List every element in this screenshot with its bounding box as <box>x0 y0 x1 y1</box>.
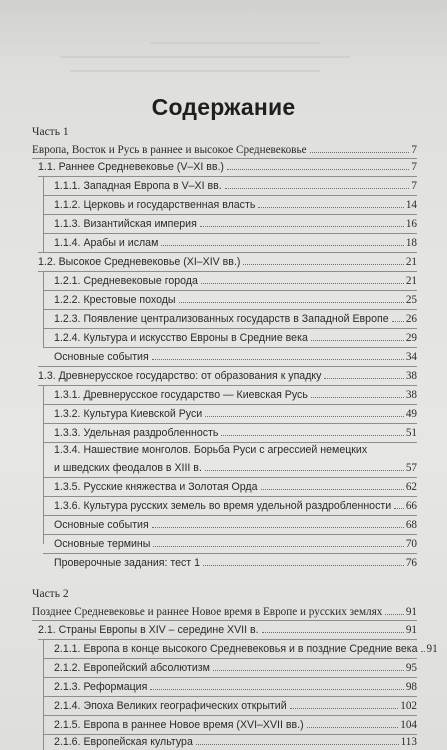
entry-text: 2.1.6. Европейская культура <box>54 736 193 748</box>
toc-entry-1-3-4-line1[interactable]: 1.3.4. Нашествие монголов. Борьба Руси с агрессией немецких <box>54 444 368 456</box>
toc-entry-1-3-4[interactable] <box>54 460 417 476</box>
toc-entry-1-1-3[interactable] <box>54 216 417 232</box>
part-2-label: Часть 2 <box>32 588 69 600</box>
entry-text: 1.3.5. Русские княжества и Золотая Орда <box>54 481 258 493</box>
entry-text: 1.2. Высокое Средневековье (XI–XIV вв.) <box>38 256 241 268</box>
toc-entry-1-3[interactable] <box>38 368 417 384</box>
dot-leader <box>201 282 404 284</box>
rule <box>43 309 417 310</box>
entry-page: 25 <box>405 294 417 306</box>
entry-text: 1.3.3. Удельная раздробленность <box>54 427 219 439</box>
entry-page: 18 <box>405 237 417 249</box>
toc-entry-1-1-1[interactable] <box>54 178 417 194</box>
rule <box>43 515 417 516</box>
rule <box>43 347 417 348</box>
dot-leader <box>311 339 404 341</box>
entry-page: 21 <box>405 256 417 268</box>
entry-page: 7 <box>411 144 417 156</box>
rule <box>38 366 417 367</box>
rule <box>43 715 417 716</box>
page-title: Содержание <box>151 94 296 120</box>
entry-page: 91 <box>405 624 417 636</box>
entry-page: 70 <box>405 538 417 550</box>
entry-page: 102 <box>400 700 417 712</box>
toc-entry-1-2-1[interactable] <box>54 273 417 289</box>
entry-page: 51 <box>405 427 417 439</box>
dot-leader <box>205 415 404 417</box>
dot-leader <box>290 707 399 709</box>
part-1-label: Часть 1 <box>32 126 69 138</box>
entry-page: 26 <box>405 313 417 325</box>
toc-entry-1-3-3[interactable] <box>54 425 417 441</box>
rule <box>43 477 417 478</box>
toc-entry-1-2[interactable] <box>38 254 417 270</box>
entry-text: 1.2.1. Средневековые города <box>54 275 198 287</box>
dot-leader <box>225 187 410 189</box>
entry-page: 49 <box>405 408 417 420</box>
dot-leader <box>310 151 410 153</box>
rule <box>43 423 417 424</box>
entry-text: 2.1.3. Реформация <box>54 681 148 693</box>
entry-page: 76 <box>405 557 417 569</box>
dot-leader <box>213 669 404 671</box>
dot-leader <box>227 168 409 170</box>
toc-entry-2-1-6[interactable] <box>54 734 417 750</box>
rule <box>43 290 417 291</box>
dot-leader <box>200 225 404 227</box>
entry-text: 2.1.4. Эпоха Великих географических открытий <box>54 700 287 712</box>
entry-page: 14 <box>405 199 417 211</box>
dot-leader <box>394 507 404 509</box>
entry-page: 98 <box>405 681 417 693</box>
dot-leader <box>179 301 404 303</box>
entry-text: Основные события <box>54 351 149 363</box>
dot-leader <box>152 526 404 528</box>
toc-entry-1-1-2[interactable] <box>54 197 417 213</box>
dot-leader <box>152 358 404 360</box>
entry-text: 1.3. Древнерусское государство: от образования к упадку <box>38 370 322 382</box>
toc-entry-1-2-2[interactable] <box>54 292 417 308</box>
entry-page: 7 <box>411 161 417 173</box>
tree-line <box>43 385 44 544</box>
dot-leader <box>392 320 404 322</box>
entry-text: Основные термины <box>54 538 151 550</box>
entry-text: Проверочные задания: тест 1 <box>54 557 200 569</box>
entry-text: 1.3.2. Культура Киевской Руси <box>54 408 203 420</box>
toc-entry-1-3-1[interactable] <box>54 387 417 403</box>
rule <box>32 620 417 621</box>
entry-page: 91 <box>426 643 438 655</box>
toc-entry-1-2-4[interactable] <box>54 330 417 346</box>
dot-leader <box>153 545 403 547</box>
toc-entry-events-1-2[interactable] <box>54 349 417 365</box>
dot-leader <box>385 613 403 615</box>
entry-page: 68 <box>405 519 417 531</box>
dot-leader <box>261 488 404 490</box>
rule <box>38 639 417 640</box>
entry-page: 113 <box>400 736 417 748</box>
dot-leader <box>311 396 404 398</box>
toc-entry-2-1-3[interactable] <box>54 679 417 695</box>
toc-entry-part-1[interactable] <box>32 142 417 158</box>
rule <box>43 195 417 196</box>
dot-leader <box>258 206 403 208</box>
toc-entry-2-1-5[interactable] <box>54 717 417 733</box>
rule <box>43 677 417 678</box>
rule <box>43 534 417 535</box>
toc-entry-2-1-2[interactable] <box>54 660 417 676</box>
rule <box>43 214 417 215</box>
dot-leader <box>205 469 404 471</box>
toc-entry-terms-1-3[interactable] <box>54 536 417 552</box>
entry-page: 34 <box>405 351 417 363</box>
entry-text: 2.1.1. Европа в конце высокого Средневековья и в поздние Средние века <box>54 643 418 655</box>
entry-page: 91 <box>405 606 417 618</box>
entry-text: Европа, Восток и Русь в раннее и высокое Средневековье <box>32 144 307 156</box>
entry-page: 7 <box>411 180 417 192</box>
entry-page: 95 <box>405 662 417 674</box>
rule <box>43 328 417 329</box>
entry-text: 1.3.6. Культура русских земель во время удельной раздробленности <box>54 500 392 512</box>
dot-leader <box>262 631 404 633</box>
rule <box>38 252 417 253</box>
entry-page: 16 <box>405 218 417 230</box>
rule <box>38 271 417 272</box>
entry-text: 1.1.3. Византийская империя <box>54 218 197 230</box>
toc-entry-events-1-3[interactable] <box>54 517 417 533</box>
dot-leader <box>150 688 403 690</box>
entry-text: 2.1.5. Европа в раннее Новое время (XVI–XVII вв.) <box>54 719 304 731</box>
rule <box>38 385 417 386</box>
toc-entry-1-3-2[interactable] <box>54 406 417 422</box>
entry-text: Основные события <box>54 519 149 531</box>
dot-leader <box>161 244 403 246</box>
dot-leader <box>307 726 399 728</box>
dot-leader <box>196 743 399 745</box>
rule <box>43 496 417 497</box>
toc-entry-1-1-4[interactable] <box>54 235 417 251</box>
entry-text: 1.1.2. Церковь и государственная власть <box>54 199 256 211</box>
rule <box>43 233 417 234</box>
toc-entry-1-3-5[interactable] <box>54 479 417 495</box>
entry-page: 104 <box>400 719 417 731</box>
entry-text: 1.1.1. Западная Европа в V–XI вв. <box>54 180 222 192</box>
toc-entry-2-1-1[interactable] <box>54 641 438 657</box>
toc-entry-2-1-4[interactable] <box>54 698 417 714</box>
entry-text: 1.3.1. Древнерусское государство — Киевская Русь <box>54 389 308 401</box>
entry-page: 38 <box>405 370 417 382</box>
rule <box>43 696 417 697</box>
dot-leader <box>221 434 403 436</box>
entry-text: и шведских феодалов в XIII в. <box>54 462 202 474</box>
entry-text: 1.1.4. Арабы и ислам <box>54 237 159 249</box>
toc-entry-1-3-6[interactable] <box>54 498 417 514</box>
entry-text: 2.1. Страны Европы в XIV – середине XVII в. <box>38 624 259 636</box>
toc-entry-2-1[interactable] <box>38 622 417 638</box>
dot-leader <box>203 564 404 566</box>
entry-page: 66 <box>405 500 417 512</box>
toc-entry-test-1[interactable] <box>54 555 417 571</box>
toc-entry-1-1[interactable] <box>38 159 417 175</box>
entry-text: 1.2.2. Крестовые походы <box>54 294 176 306</box>
entry-text: 1.1. Раннее Средневековье (V–XI вв.) <box>38 161 224 173</box>
dot-leader <box>324 377 403 379</box>
dot-leader <box>243 263 403 265</box>
entry-text: Позднее Средневековье и раннее Новое время в Европе и русских землях <box>32 606 383 618</box>
rule <box>38 176 417 177</box>
rule <box>43 553 417 554</box>
dot-leader <box>421 650 425 652</box>
toc-entry-part-2[interactable] <box>32 604 417 620</box>
entry-page: 57 <box>405 462 417 474</box>
entry-text: 1.2.4. Культура и искусство Евроны в Средние века <box>54 332 308 344</box>
entry-text: 1.2.3. Появление централизованных государств в Западной Европе <box>54 313 389 325</box>
rule <box>43 404 417 405</box>
entry-text: 2.1.2. Европейский абсолютизм <box>54 662 210 674</box>
entry-page: 62 <box>405 481 417 493</box>
entry-page: 38 <box>405 389 417 401</box>
entry-page: 29 <box>405 332 417 344</box>
toc-entry-1-2-3[interactable] <box>54 311 417 327</box>
entry-page: 21 <box>405 275 417 287</box>
rule <box>43 658 417 659</box>
